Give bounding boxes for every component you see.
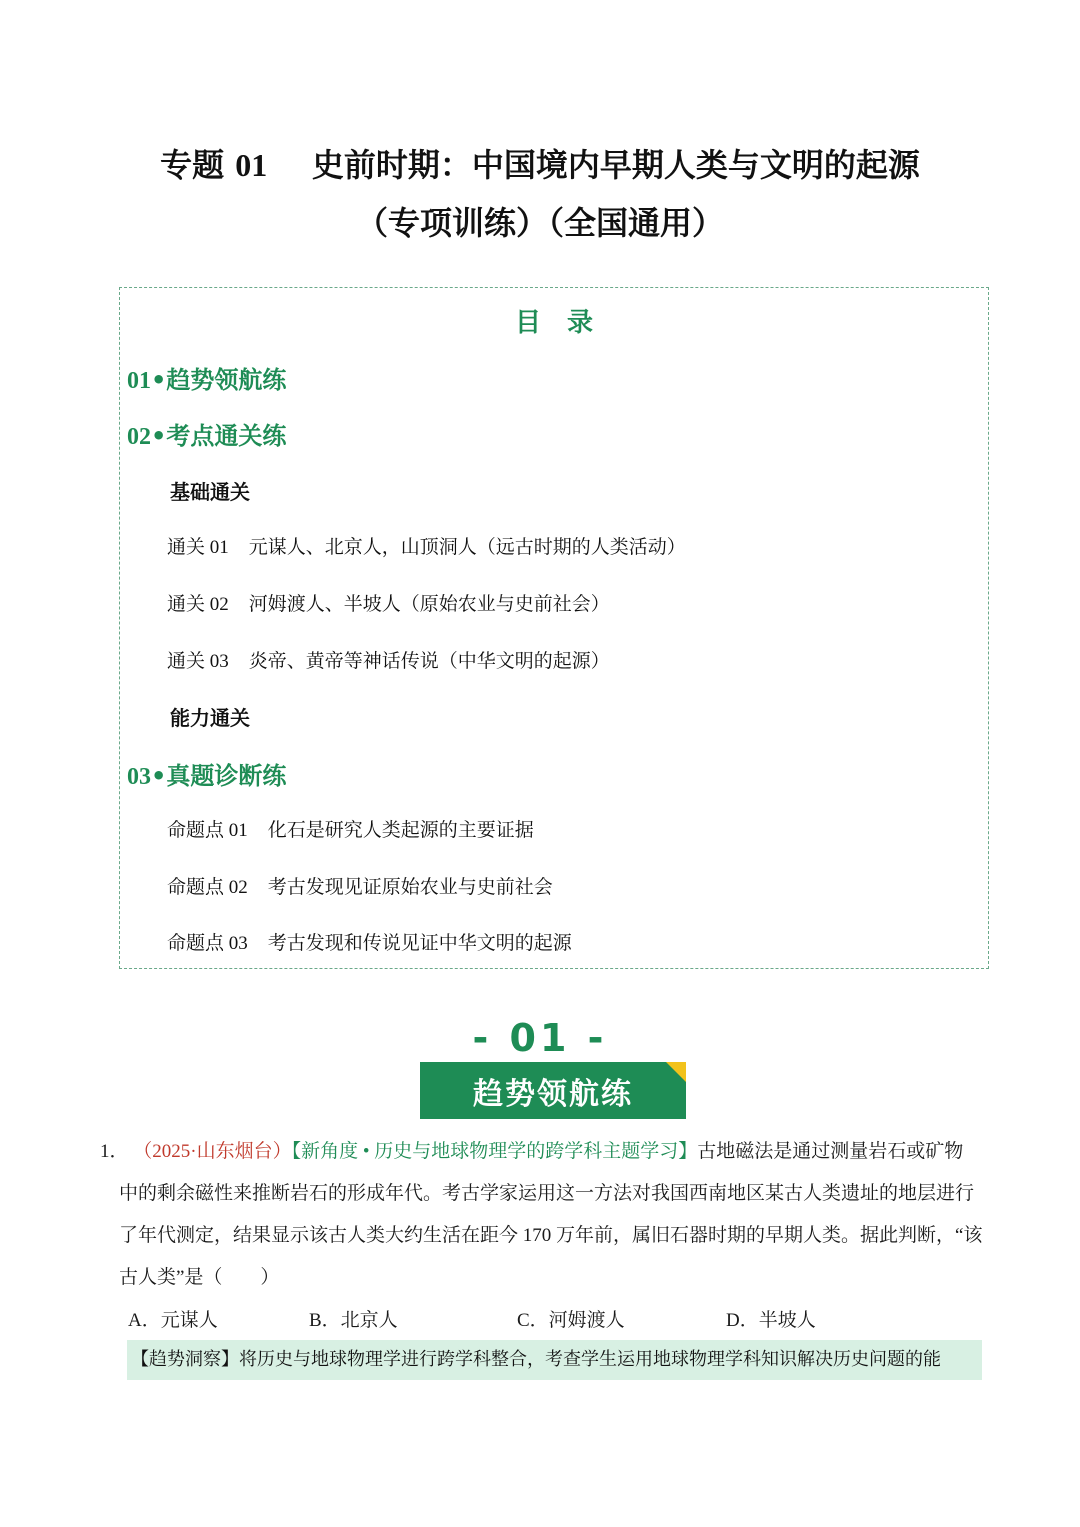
banner-corner-decoration (666, 1062, 686, 1082)
question-line-4: 古人类”是（ ） (119, 1267, 280, 1288)
option-d[interactable]: D．半坡人 (726, 1310, 816, 1331)
trend-insight-box: 【趋势洞察】将历史与地球物理学进行跨学科整合，考查学生运用地球物理学科知识解决历史问题的能 (127, 1340, 982, 1380)
toc-basic-item[interactable]: 通关 01 元谋人、北京人，山顶洞人（远古时期的人类活动） (167, 536, 686, 558)
toc-exam-item[interactable]: 命题点 02 考古发现见证原始农业与史前社会 (167, 876, 553, 898)
section-number: - 01 - (472, 1016, 608, 1060)
page-title-line-2: （专项训练）（全国通用） (355, 204, 724, 242)
toc-section-03[interactable]: 03•真题诊断练 (127, 762, 287, 790)
section-banner-label: 趋势领航练 (473, 1076, 633, 1112)
toc-basic-item[interactable]: 通关 03 炎帝、黄帝等神话传说（中华文明的起源） (167, 650, 610, 672)
toc-exam-item[interactable]: 命题点 01 化石是研究人类起源的主要证据 (167, 819, 534, 841)
toc-section-02[interactable]: 02•考点通关练 (127, 422, 287, 450)
question-line-3: 了年代测定，结果显示该古人类大约生活在距今 170 万年前，属旧石器时期的早期人类。据此判断，“该 (119, 1225, 983, 1246)
question-line-2: 中的剩余磁性来推断岩石的形成年代。考古学家运用这一方法对我国西南地区某古人类遗址的地层进行 (119, 1183, 975, 1204)
page-title-line-1: 专题 01 史前时期：中国境内早期人类与文明的起源 (160, 146, 920, 184)
question-line-1: 1． （2025·山东烟台）【新角度 • 历史与地球物理学的跨学科主题学习】古地磁法是通过测量岩石或矿物 (100, 1141, 964, 1162)
toc-sub-ability[interactable]: 能力通关 (170, 706, 250, 730)
toc-sub-basic[interactable]: 基础通关 (170, 480, 250, 504)
option-b[interactable]: B．北京人 (309, 1310, 398, 1331)
toc-basic-item[interactable]: 通关 02 河姆渡人、半坡人（原始农业与史前社会） (167, 593, 610, 615)
section-banner (420, 1062, 686, 1119)
option-c[interactable]: C．河姆渡人 (517, 1310, 625, 1331)
toc-section-01[interactable]: 01•趋势领航练 (127, 366, 287, 394)
toc-exam-item[interactable]: 命题点 03 考古发现和传说见证中华文明的起源 (167, 932, 572, 954)
toc-heading: 目录 (514, 308, 619, 338)
option-a[interactable]: A．元谋人 (128, 1310, 218, 1331)
